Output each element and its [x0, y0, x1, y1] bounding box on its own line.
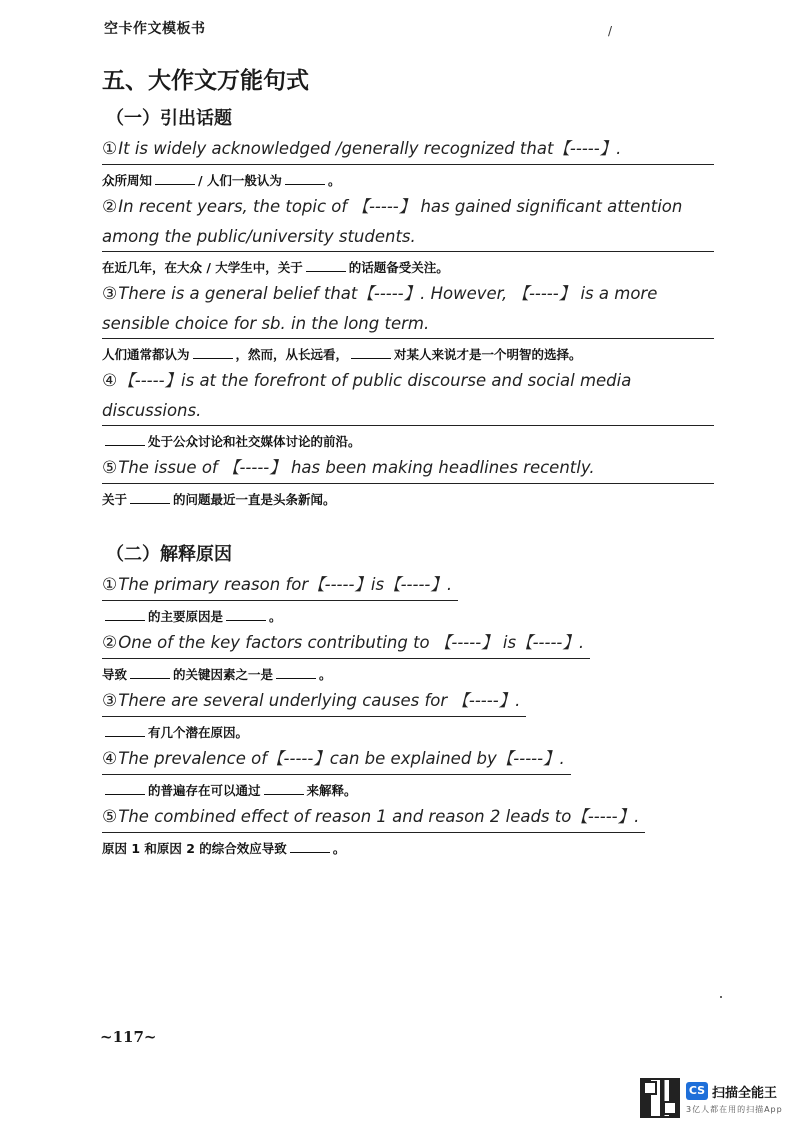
english-template: ①The primary reason for【-----】is【-----】. — [102, 570, 458, 601]
blank-line — [130, 491, 170, 504]
part2-item-2 — [102, 628, 714, 683]
part1-item-1 — [102, 134, 714, 189]
blank-line — [264, 782, 304, 795]
part2-title: （二）解释原因 — [106, 544, 232, 565]
english-template: ②One of the key factors contributing to 【-----】 is【-----】. — [102, 628, 590, 659]
blank-line — [155, 172, 195, 185]
margin-mark: / — [608, 24, 613, 38]
blank-line — [276, 666, 316, 679]
chinese-translation: 原因 1 和原因 2 的综合效应导致 。 — [102, 841, 346, 856]
part1-item-3 — [102, 279, 714, 363]
english-template: ③There are several underlying causes for 【-----】. — [102, 686, 526, 717]
part2-item-3 — [102, 686, 714, 741]
blank-line — [351, 346, 391, 359]
camscanner-logo-icon: CS — [686, 1082, 708, 1100]
scan-speck — [720, 996, 722, 998]
section-title: 五、大作文万能句式 — [102, 67, 309, 94]
scanner-app-name: 扫描全能王 — [712, 1086, 778, 1101]
qr-code-icon — [640, 1078, 680, 1118]
book-title: 空卡作文模板书 — [104, 21, 206, 37]
chinese-translation: 导致 的关键因素之一是 。 — [102, 667, 332, 682]
chinese-translation: 在近几年，在大众 / 大学生中，关于 的话题备受关注。 — [102, 260, 449, 275]
blank-line — [105, 782, 145, 795]
chinese-translation: 众所周知 / 人们一般认为 。 — [102, 173, 341, 188]
chinese-translation: 的主要原因是 。 — [102, 607, 714, 625]
blank-line — [193, 346, 233, 359]
chinese-translation: 的普遍存在可以通过 来解释。 — [102, 781, 714, 799]
blank-line — [105, 608, 145, 621]
chinese-translation: 人们通常都认为 ，然而，从长远看， 对某人来说才是一个明智的选择。 — [102, 347, 582, 362]
chinese-translation: 处于公众讨论和社交媒体讨论的前沿。 — [102, 432, 714, 450]
part2-item-4 — [102, 744, 714, 799]
page-number: ~117~ — [100, 1028, 157, 1046]
english-template: ⑤The issue of 【-----】 has been making headlines recently. — [102, 453, 714, 484]
english-template: ⑤The combined effect of reason 1 and reason 2 leads to【-----】. — [102, 802, 645, 833]
blank-line — [306, 259, 346, 272]
chinese-translation: 有几个潜在原因。 — [102, 723, 714, 741]
chinese-translation: 关于 的问题最近一直是头条新闻。 — [102, 492, 336, 507]
part1-title: （一）引出话题 — [106, 108, 232, 129]
blank-line — [105, 433, 145, 446]
blank-line — [226, 608, 266, 621]
part1-item-4 — [102, 366, 714, 450]
blank-line — [130, 666, 170, 679]
english-template: ③There is a general belief that【-----】. However, 【-----】 is a more sensible choice for sb. in the long term. — [102, 279, 714, 339]
english-template: ①It is widely acknowledged /generally recognized that【-----】. — [102, 134, 714, 165]
blank-line — [285, 172, 325, 185]
scanner-tagline: 3亿人都在用的扫描App — [686, 1105, 783, 1114]
part1-item-2 — [102, 192, 714, 276]
part2-item-1 — [102, 570, 714, 625]
english-template: ④The prevalence of【-----】can be explained by【-----】. — [102, 744, 571, 775]
english-template: ④【-----】is at the forefront of public discourse and social media discussions. — [102, 366, 714, 426]
blank-line — [105, 724, 145, 737]
part2-item-5 — [102, 802, 714, 857]
english-template: ②In recent years, the topic of 【-----】 has gained significant attention among the public/university students. — [102, 192, 714, 252]
part1-item-5 — [102, 453, 714, 508]
blank-line — [290, 840, 330, 853]
